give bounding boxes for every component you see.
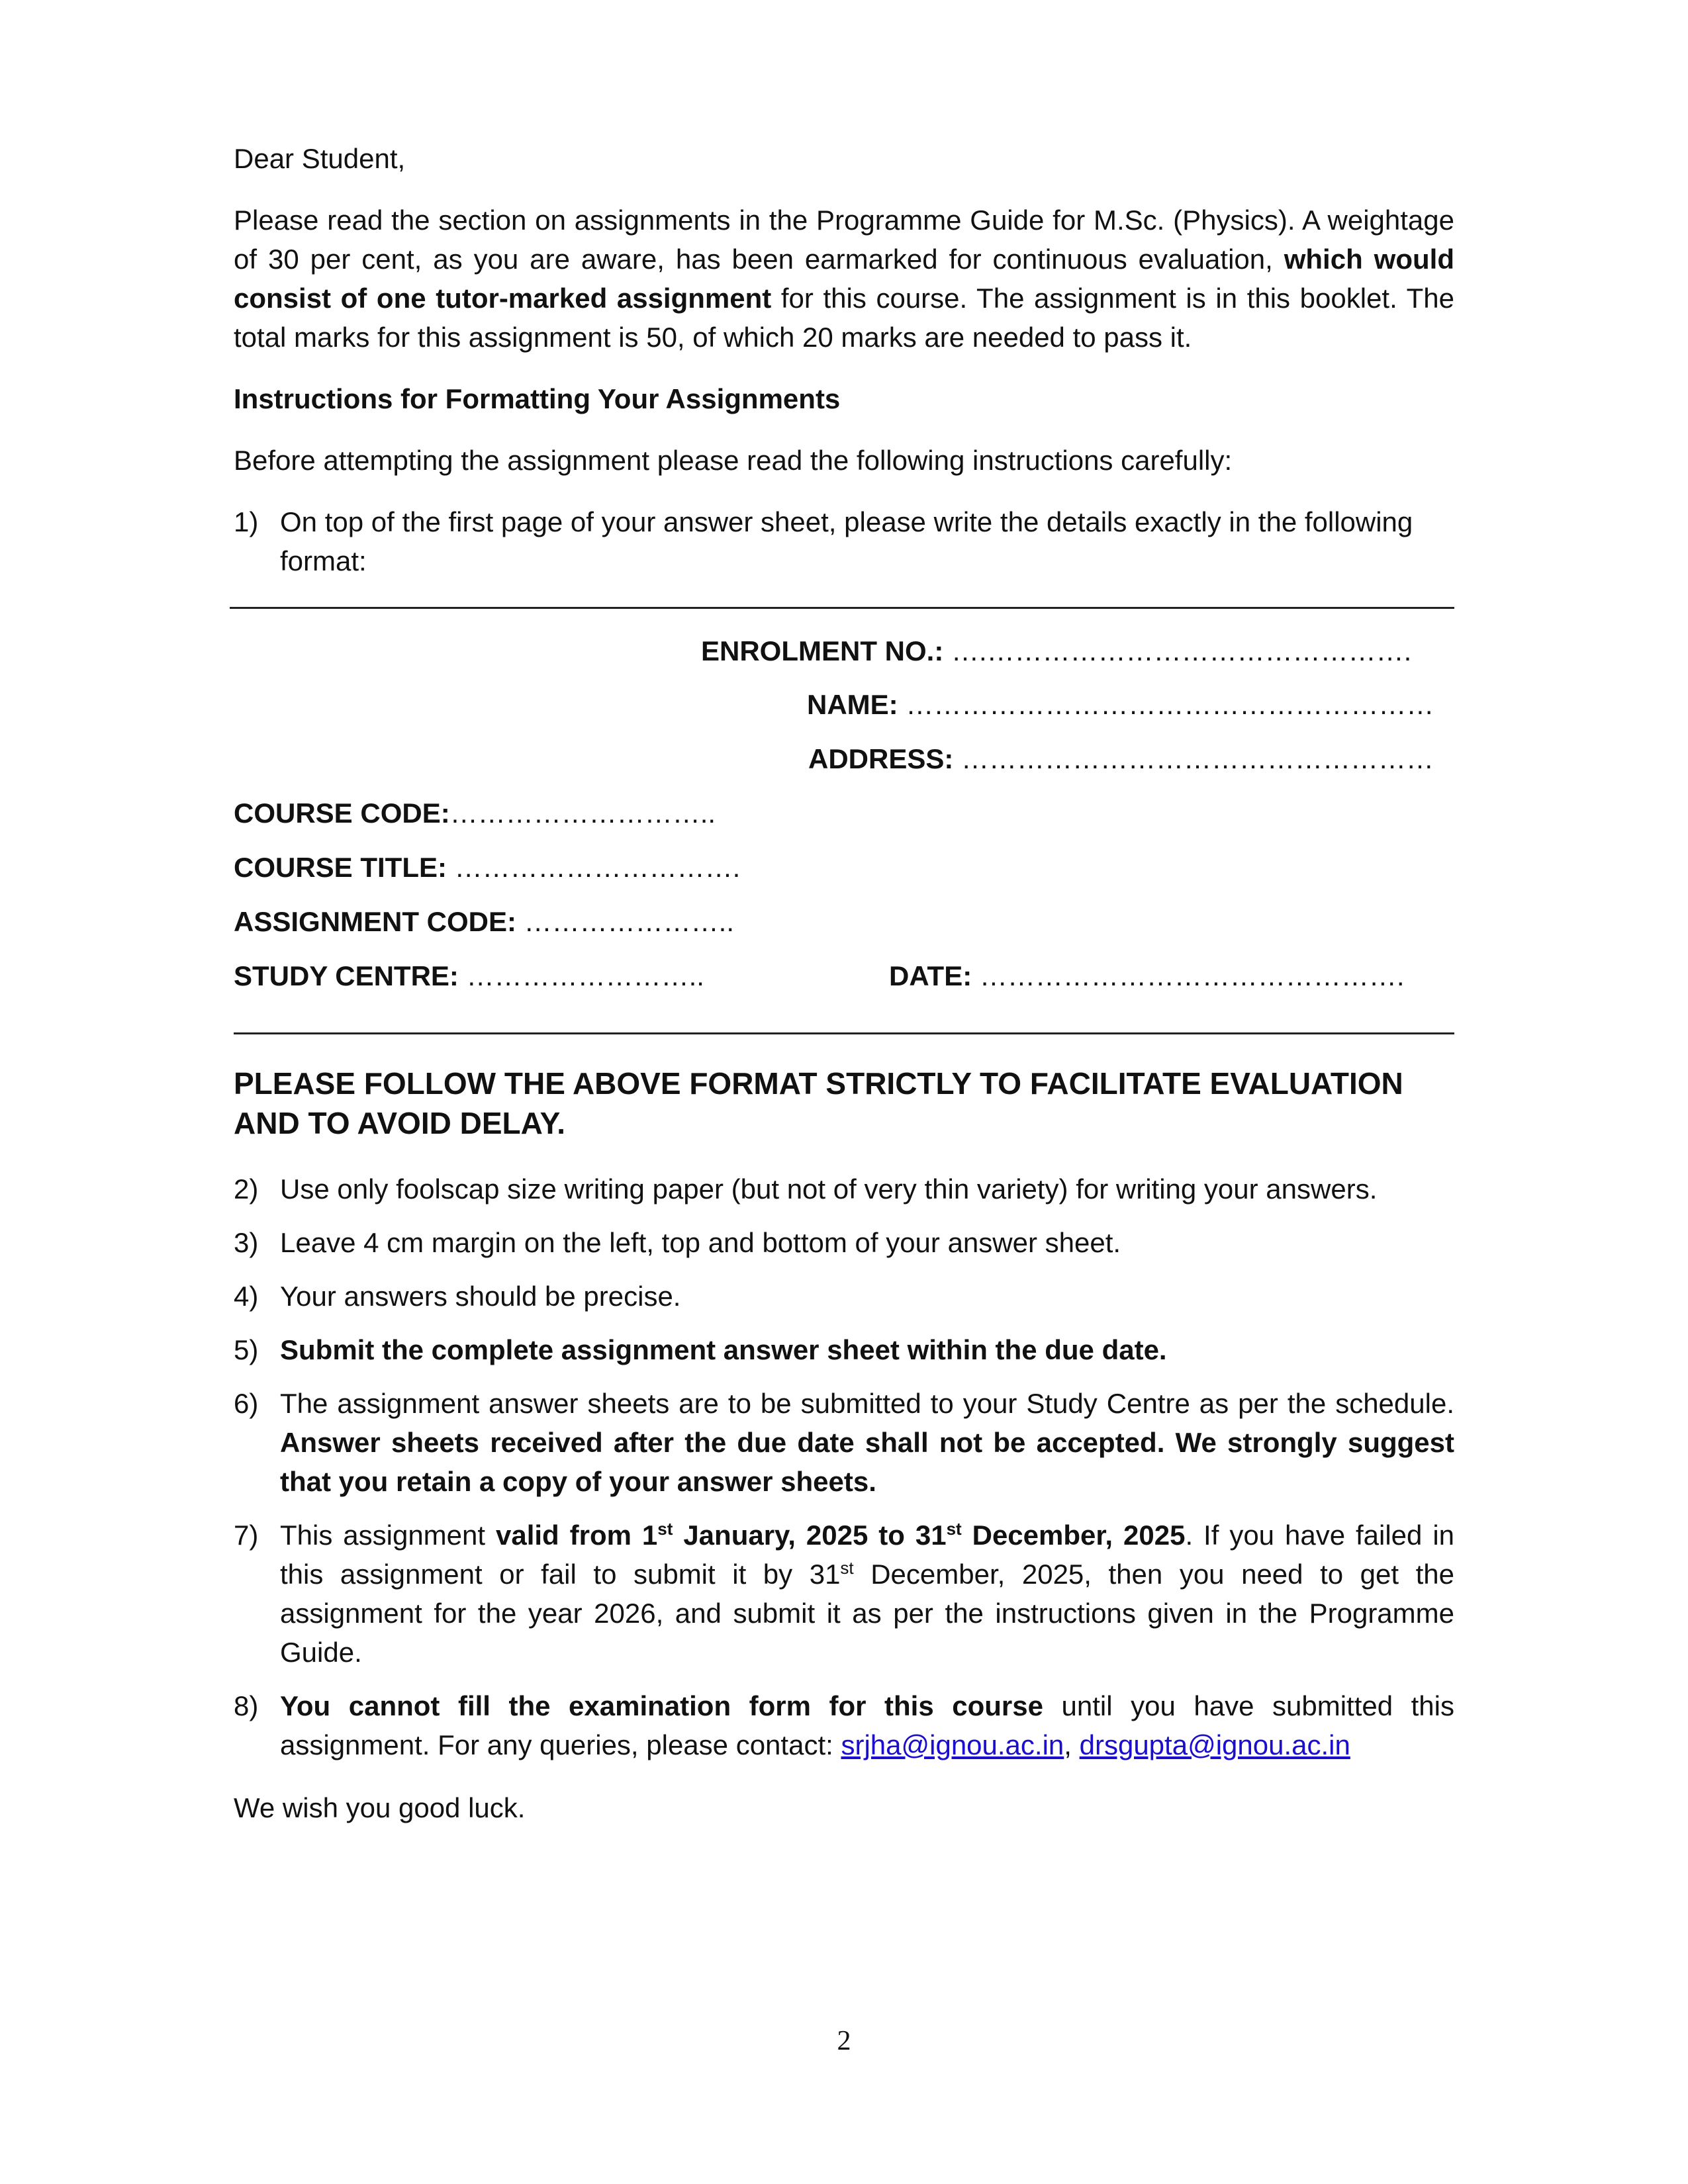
list-item-1: [234, 502, 1454, 580]
item-7-sup-1: st: [657, 1519, 673, 1539]
form-bottom-rule: [234, 1032, 1454, 1034]
email-separator: ,: [1064, 1729, 1080, 1760]
name-line: [807, 685, 1434, 724]
item-7-bold-3: December, 2025: [961, 1520, 1186, 1551]
name-label: NAME:: [807, 689, 898, 720]
item-text: Submit the complete assignment answer sheet within the due date.: [280, 1334, 1167, 1365]
item-7-bold-1: valid from 1: [496, 1520, 658, 1551]
item-6-bold: Answer sheets received after the due date shall not be accepted. We strongly suggest that you retain a copy of your answer sheets.: [280, 1427, 1454, 1497]
document-page: [234, 139, 1454, 1827]
course-code-label: COURSE CODE:: [234, 797, 450, 829]
study-centre-dots: ……………………..: [458, 960, 704, 991]
item-8-bold: You cannot fill the examination form for this course: [280, 1690, 1043, 1721]
item-7-text-1: This assignment: [280, 1520, 496, 1551]
item-number: 7): [234, 1520, 259, 1551]
item-text: [280, 1686, 1454, 1764]
course-title-label: COURSE TITLE:: [234, 852, 447, 883]
item-6-text: The assignment answer sheets are to be submitted to your Study Centre as per the schedule.: [280, 1388, 1454, 1419]
address-dots: ……………………………………………: [953, 743, 1434, 774]
list-item-2: [234, 1169, 1454, 1208]
item-number: 8): [234, 1690, 259, 1721]
list-item-5: [234, 1330, 1454, 1369]
item-text: Leave 4 cm margin on the left, top and bottom of your answer sheet.: [280, 1227, 1121, 1258]
item-text: [280, 1516, 1454, 1672]
date-dots: ……………………………………….: [972, 960, 1405, 991]
date-line: [889, 956, 1405, 995]
intro-bold: which would consist of one tutor-marked assignment: [234, 244, 1454, 314]
item-number: 6): [234, 1388, 259, 1419]
list-item-4: [234, 1277, 1454, 1316]
format-notice: PLEASE FOLLOW THE ABOVE FORMAT STRICTLY TO FACILITATE EVALUATION AND TO AVOID DELAY.: [234, 1066, 1403, 1140]
course-code-line: [234, 794, 716, 833]
list-item-6: [234, 1384, 1454, 1501]
email-link-srjha[interactable]: srjha@ignou.ac.in: [841, 1729, 1064, 1760]
study-centre-label: STUDY CENTRE:: [234, 960, 459, 991]
enrolment-line: [701, 631, 1411, 670]
assignment-code-dots: …………………..: [516, 906, 735, 937]
item-8-text: until you have submitted this assignment. For any queries, please contact:: [280, 1690, 1454, 1760]
instructions-heading: Instructions for Formatting Your Assignments: [234, 383, 841, 414]
assignment-code-label: ASSIGNMENT CODE:: [234, 906, 517, 937]
instruction-list: [234, 1169, 1454, 1764]
study-centre-line: [234, 956, 704, 995]
intro-text-1: Please read the section on assignments in the Programme Guide for M.Sc. (Physics). A weightage of 30 per cent, as you are aware, has been earmarked for continuous evaluation,: [234, 205, 1454, 275]
item-number: 4): [234, 1281, 259, 1312]
course-title-dots: ………………………….: [447, 852, 741, 883]
item-number: 2): [234, 1173, 259, 1205]
course-title-line: [234, 848, 740, 887]
greeting: Dear Student,: [234, 143, 406, 174]
list-item-8: [234, 1686, 1454, 1764]
item-7-sup-3: st: [840, 1558, 854, 1578]
page-number: 2: [837, 2026, 851, 2056]
item-text: On top of the first page of your answer sheet, please write the details exactly in the following format:: [280, 506, 1413, 576]
item-number: 1): [234, 506, 259, 537]
item-7-text-3: December, 2025, then you need to get the assignment for the year 2026, and submit it as per the instructions given in the Programme Guide.: [280, 1559, 1454, 1668]
item-text: Use only foolscap size writing paper (but not of very thin variety) for writing your answers.: [280, 1173, 1378, 1205]
item-7-bold-2: January, 2025 to 31: [673, 1520, 947, 1551]
answer-sheet-format: [234, 609, 1454, 1032]
enrolment-label: ENROLMENT NO.:: [701, 635, 944, 666]
name-dots: …………………………………………………: [898, 689, 1434, 720]
course-code-dots: ………………………..: [449, 797, 716, 829]
closing-text: We wish you good luck.: [234, 1792, 526, 1823]
intro-text-2: for this course. The assignment is in this booklet. The total marks for this assignment is 50, of which 20 marks are needed to pass it.: [234, 283, 1454, 353]
address-line: [808, 739, 1434, 778]
email-link-drsgupta[interactable]: drsgupta@ignou.ac.in: [1079, 1729, 1350, 1760]
assignment-code-line: [234, 902, 734, 941]
item-7-text-2: . If you have failed in this assignment or fail to submit it by 31: [280, 1520, 1455, 1590]
enrolment-dots: ….……………………………………….: [943, 635, 1412, 666]
item-text: [280, 1384, 1454, 1501]
list-item-7: [234, 1516, 1454, 1672]
address-label: ADDRESS:: [808, 743, 954, 774]
item-text: Your answers should be precise.: [280, 1281, 681, 1312]
item-7-sup-2: st: [946, 1519, 962, 1539]
before-text: Before attempting the assignment please read the following instructions carefully:: [234, 445, 1233, 476]
intro-paragraph: [234, 201, 1454, 357]
date-label: DATE:: [889, 960, 972, 991]
list-item-3: [234, 1223, 1454, 1262]
item-number: 3): [234, 1227, 259, 1258]
item-number: 5): [234, 1334, 259, 1365]
